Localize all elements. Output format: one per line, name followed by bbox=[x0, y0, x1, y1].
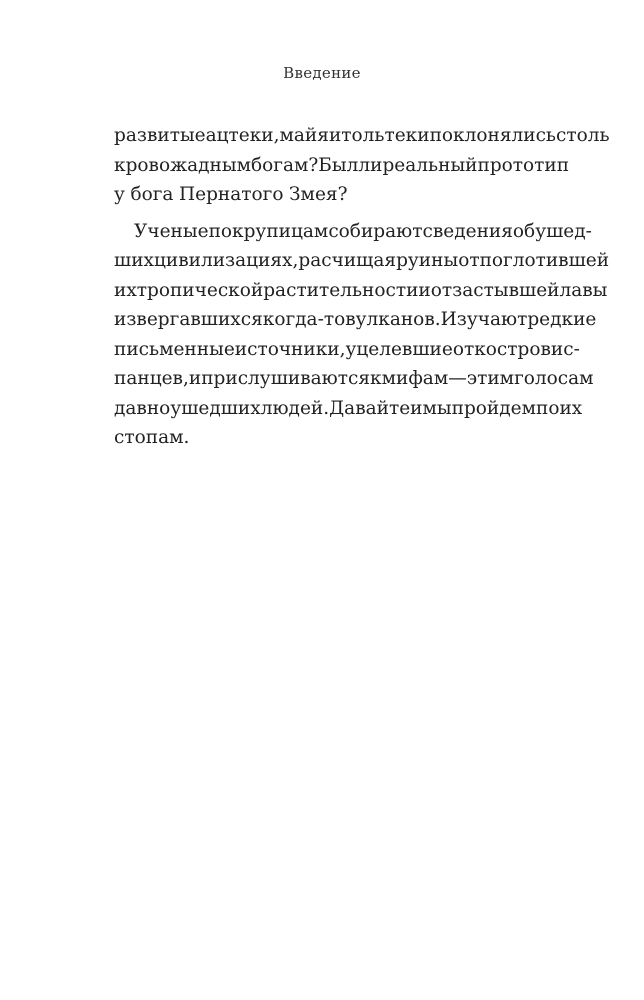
word: от bbox=[452, 338, 475, 360]
word: по bbox=[536, 397, 560, 419]
word: ушед- bbox=[535, 220, 592, 242]
word: и bbox=[188, 368, 202, 389]
word: источники, bbox=[234, 338, 346, 360]
word: давно bbox=[114, 397, 171, 419]
word: пройдем bbox=[451, 397, 536, 419]
word: уцелевшие bbox=[345, 338, 453, 360]
page-body bbox=[114, 121, 610, 453]
word: развитые bbox=[114, 125, 206, 146]
word: ис- bbox=[550, 338, 580, 360]
word: цивилизациях, bbox=[153, 250, 299, 271]
text-line bbox=[114, 364, 594, 394]
word: застывшей bbox=[452, 279, 560, 301]
word: Изучают bbox=[440, 309, 528, 330]
text-line bbox=[114, 305, 597, 335]
word: кровожадным bbox=[114, 154, 251, 176]
text-line bbox=[114, 180, 542, 210]
word: людей. bbox=[260, 397, 330, 419]
word: поклонялись bbox=[429, 125, 557, 146]
text-line bbox=[114, 246, 610, 276]
text-line bbox=[114, 121, 610, 151]
word: поглотившей bbox=[479, 250, 610, 271]
word: к bbox=[370, 368, 382, 389]
word: — bbox=[448, 368, 467, 389]
word: редкие bbox=[527, 309, 597, 330]
word: вулканов. bbox=[345, 309, 441, 330]
word: сведения bbox=[422, 220, 513, 242]
word: от bbox=[430, 279, 453, 301]
word: и bbox=[328, 125, 342, 146]
word: и bbox=[410, 397, 423, 419]
word: голосам bbox=[514, 368, 594, 389]
word: их bbox=[559, 397, 583, 419]
paragraph-2 bbox=[114, 217, 610, 453]
word: Пернатого bbox=[178, 184, 284, 205]
text-line bbox=[114, 276, 608, 306]
word: Был bbox=[318, 154, 359, 176]
word: растительности bbox=[263, 279, 419, 301]
word: по bbox=[208, 220, 233, 242]
word: их bbox=[114, 279, 137, 301]
text-line bbox=[114, 394, 583, 424]
word: прислушиваются bbox=[201, 368, 371, 389]
word: бога bbox=[130, 184, 174, 205]
running-head: Введение bbox=[283, 64, 361, 82]
word: Змея? bbox=[289, 184, 348, 205]
word: этим bbox=[466, 368, 515, 389]
word: панцев, bbox=[114, 368, 189, 389]
word: тропической bbox=[136, 279, 264, 301]
word: Давайте bbox=[329, 397, 411, 419]
word: у bbox=[114, 184, 125, 205]
word: лавы bbox=[559, 279, 608, 301]
word: Ученые bbox=[134, 220, 209, 242]
word: тольтеки bbox=[341, 125, 430, 146]
word: реальный bbox=[382, 154, 478, 176]
paragraph-1 bbox=[114, 121, 610, 210]
word: когда-то bbox=[262, 309, 346, 330]
word: мы bbox=[422, 397, 452, 419]
word: от bbox=[458, 250, 480, 271]
word: ушедших bbox=[170, 397, 261, 419]
word: ли bbox=[358, 154, 383, 176]
word: ацтеки, bbox=[205, 125, 280, 146]
text-line bbox=[114, 423, 542, 453]
word: письменные bbox=[114, 338, 235, 360]
text-line bbox=[114, 335, 580, 365]
word: столь bbox=[556, 125, 610, 146]
word: прототип bbox=[477, 154, 570, 176]
word: и bbox=[418, 279, 431, 301]
word: извергавшихся bbox=[114, 309, 263, 330]
word: об bbox=[512, 220, 536, 242]
word: расчищая bbox=[298, 250, 397, 271]
word: собирают bbox=[328, 220, 423, 242]
word: мифам bbox=[381, 368, 449, 389]
text-line bbox=[114, 151, 570, 181]
word: богам? bbox=[250, 154, 319, 176]
word: костров bbox=[474, 338, 551, 360]
word: крупицам bbox=[232, 220, 329, 242]
word: ших bbox=[114, 250, 154, 271]
word: руины bbox=[396, 250, 459, 271]
word: стопам. bbox=[114, 427, 190, 448]
text-line bbox=[114, 217, 592, 247]
word: майя bbox=[279, 125, 329, 146]
